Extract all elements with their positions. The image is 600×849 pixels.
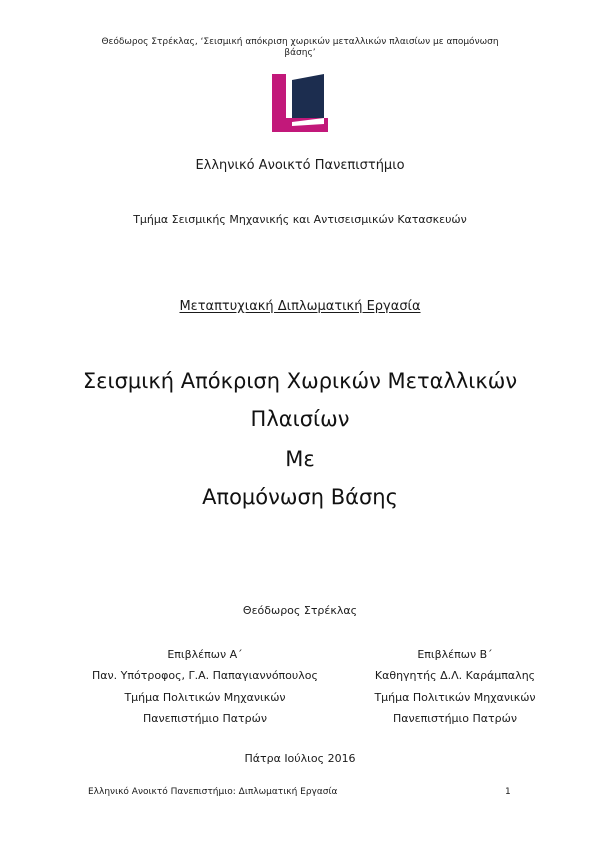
supervisor-b-name: Καθηγητής Δ.Λ. Καράμπαλης — [374, 669, 536, 682]
title-line-3: Με — [285, 447, 315, 471]
logo-navy-book — [292, 74, 324, 122]
university-name: Ελληνικό Ανοικτό Πανεπιστήμιο — [195, 158, 405, 173]
running-header: Θεόδωρος Στρέκλας, ‘Σεισμική απόκριση χωρικών μεταλλικών πλαισίων με απομόνωση βάσης’ — [101, 37, 499, 58]
supervisor-a-heading: Επιβλέπων Α΄ — [167, 648, 243, 661]
supervisor-b-heading: Επιβλέπων Β΄ — [417, 648, 493, 661]
place-date: Πάτρα Ιούλιος 2016 — [244, 752, 356, 765]
footer-text: Ελληνικό Ανοικτό Πανεπιστήμιο: Διπλωματική Εργασία — [88, 787, 338, 797]
thesis-type-text: Μεταπτυχιακή Διπλωματική Εργασία — [179, 299, 421, 314]
supervisor-a-university: Πανεπιστήμιο Πατρών — [143, 712, 267, 725]
thesis-type — [0, 299, 600, 314]
title-line-4: Απομόνωση Βάσης — [202, 485, 398, 509]
supervisor-a-department: Τμήμα Πολιτικών Μηχανικών — [124, 691, 286, 704]
supervisor-b-department: Τμήμα Πολιτικών Μηχανικών — [374, 691, 536, 704]
university-logo-svg — [272, 74, 328, 132]
title-line-2: Πλαισίων — [250, 407, 350, 431]
university-logo-icon — [272, 74, 328, 132]
supervisor-b-university: Πανεπιστήμιο Πατρών — [393, 712, 517, 725]
supervisor-a-name: Παν. Υπότροφος, Γ.Α. Παπαγιαννόπουλος — [92, 669, 318, 682]
title-line-1: Σεισμική Απόκριση Χωρικών Μεταλλικών — [82, 369, 518, 393]
page-number: 1 — [505, 787, 511, 797]
department-name: Τμήμα Σεισμικής Μηχανικής και Αντισεισμικών Κατασκευών — [133, 213, 467, 226]
author-name: Θεόδωρος Στρέκλας — [242, 604, 358, 617]
